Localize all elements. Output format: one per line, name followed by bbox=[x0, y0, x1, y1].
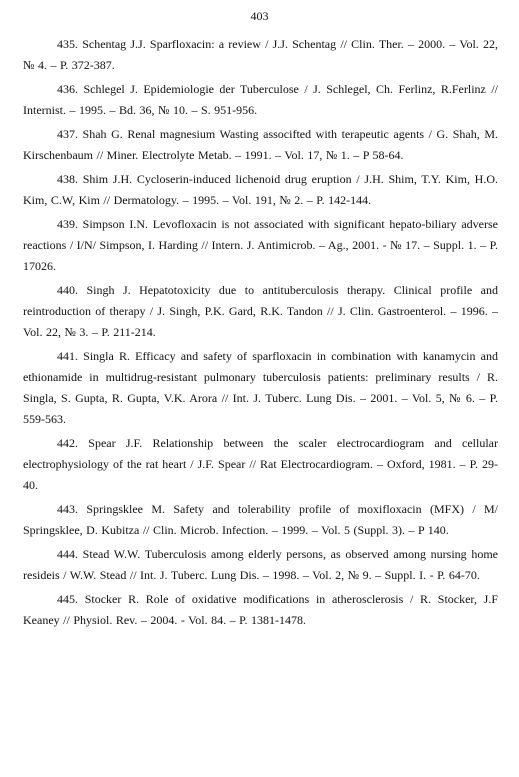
reference-item: 443. Springsklee M. Safety and tolerability profile of moxifloxacin (MFX) / M/ Springsklee, D. Kubitza // Clin. Microb. Infection. – 1999. – Vol. 5 (Suppl. 3). – P 140. bbox=[23, 502, 498, 537]
reference-item: 445. Stocker R. Role of oxidative modifications in atherosclerosis / R. Stocker, J.F Keaney // Physiol. Rev. – 2004. - Vol. 84. – P. 1381-1478. bbox=[23, 592, 498, 627]
reference-item: 439. Simpson I.N. Levofloxacin is not associated with significant hepato-biliary adverse reactions / I/N/ Simpson, I. Harding // Intern. J. Antimicrob. – Ag., 2001. - № 17. – Suppl. 1. – P. 17026. bbox=[23, 217, 498, 273]
reference-item: 438. Shim J.H. Cycloserin-induced lichenoid drug eruption / J.H. Shim, T.Y. Kim, H.O. Kim, C.W, Kim // Dermatology. – 1995. – Vol. 191, № 2. – P. 142-144. bbox=[23, 172, 498, 207]
reference-list bbox=[23, 34, 498, 634]
reference-item: 444. Stead W.W. Tuberculosis among elderly persons, as observed among nursing home resideis / W.W. Stead // Int. J. Tuberc. Lung Dis. – 1998. – Vol. 2, № 9. – Suppl. I. - P. 64-70. bbox=[23, 547, 498, 582]
page-number: 403 bbox=[250, 9, 269, 23]
reference-item: 436. Schlegel J. Epidemiologie der Tuberculose / J. Schlegel, Ch. Ferlinz, R.Ferlinz // Internist. – 1995. – Bd. 36, № 10. – S. 951-956. bbox=[23, 82, 498, 117]
reference-item: 437. Shah G. Renal magnesium Wasting associfted with terapeutic agents / G. Shah, M. Kirschenbaum // Miner. Electrolyte Metab. – 1991. – Vol. 17, № 1. – P 58-64. bbox=[23, 127, 498, 162]
reference-item: 440. Singh J. Hepatotoxicity due to antituberculosis therapy. Clinical profile and reintroduction of therapy / J. Singh, P.K. Gard, R.K. Tandon // J. Clin. Gastroenterol. – 1996. – Vol. 22, № 3. – P. 211-214. bbox=[23, 283, 498, 339]
reference-item: 435. Schentag J.J. Sparfloxacin: a review / J.J. Schentag // Clin. Ther. – 2000. – Vol. 22, № 4. – P. 372-387. bbox=[23, 37, 498, 72]
reference-item: 441. Singla R. Efficacy and safety of sparfloxacin in combination with kanamycin and ethionamide in multidrug-resistant pulmonary tuberculosis patients: preliminary results / R. Singla, S. Gupta, R. Gupta, V.K. Arora // Int. J. Tuberc. Lung Dis. – 2001. – Vol. 5, № 6. – P. 559-563. bbox=[23, 349, 498, 426]
reference-item: 442. Spear J.F. Relationship between the scaler electrocardiogram and cellular electrophysiology of the rat heart / J.F. Spear // Rat Electrocardiogram. – Oxford, 1981. – P. 29-40. bbox=[23, 436, 498, 492]
